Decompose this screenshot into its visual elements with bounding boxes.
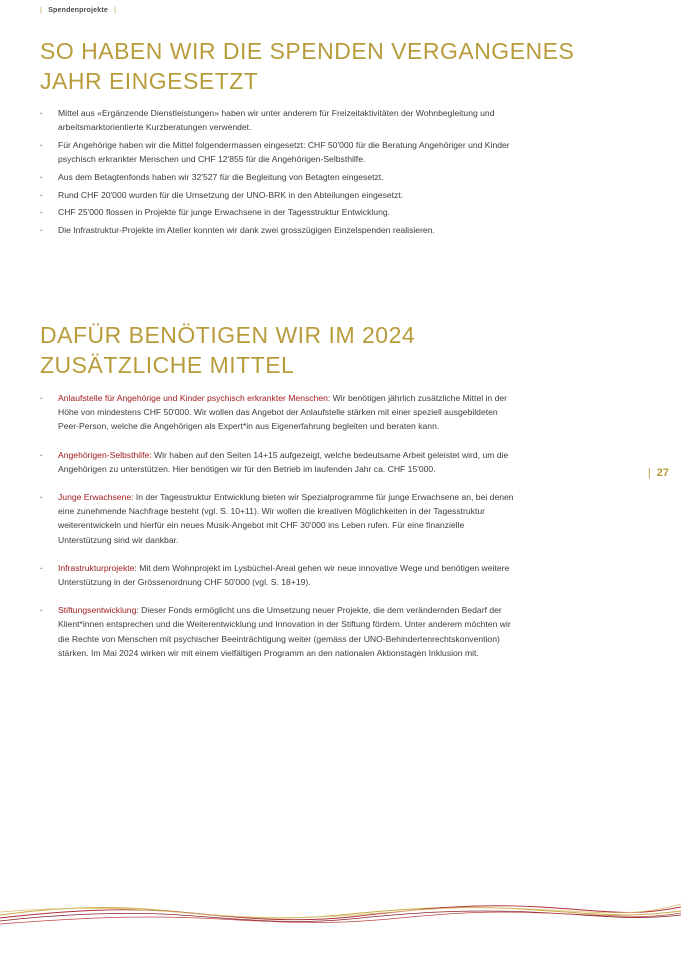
header-divider: |	[114, 7, 117, 14]
list-item: · Aus dem Betagtenfonds haben wir 32'527 für die Begleitung von Betagten eingesetzt.	[40, 170, 520, 184]
item-label: Angehörigen-Selbsthilfe:	[58, 449, 152, 460]
section2-title	[40, 320, 600, 380]
decorative-wave-lines	[0, 885, 681, 935]
page-number-value: 27	[656, 467, 669, 479]
item-text: : In der Tagesstruktur Entwicklung bieten wir Spezialprogramme für junge Erwachsene an, bei denen eine zunehmende Nachfrage besteht (vgl. S. 10+11). Wir wollen die kreativen Möglichkeiten in der Tagesstruktur weiterentwickeln und hierfür ein neues Musik-Angebot mit CHF 30'000 ins Leben rufen. Für eine finanzielle Unterstützung sind wir dankbar.	[58, 492, 514, 545]
wave-line	[0, 907, 681, 918]
list-item: · Für Angehörige haben wir die Mittel folgendermassen eingesetzt: CHF 50'000 für die Beratung Angehöriger und Kinder psychisch erkrankter Menschen und CHF 12'855 für die Angehörigen-Selbsthilfe.	[40, 138, 520, 166]
section1-title-line1: SO HABEN WIR DIE SPENDEN VERGANGENES	[40, 38, 575, 64]
item-label: Stiftungsentwicklung	[58, 605, 137, 616]
section1-title	[40, 36, 600, 96]
item-label: Infrastrukturprojekte	[58, 562, 135, 573]
section1-title-line2: JAHR EINGESETZT	[40, 68, 259, 94]
section2-title-line1: DAFÜR BENÖTIGEN WIR IM 2024	[40, 322, 416, 348]
list-item	[40, 561, 520, 589]
item-text: : Dieser Fonds ermöglicht uns die Umsetzung neuer Projekte, die dem verändernden Bedarf der Klient*innen entsprechen und die Weiterentwicklung und Innovation in der Stiftung fördern. Unter anderem möchten wir die Rechte von Menschen mit psychischer Beeinträchtigung weiter (gemäss der UNO-Behindertenrechtskonvention) stärken. Im Mai 2024 wirken wir mit einem vielfältigen Programm an den nationalen Aktionstagen Inklusion mit.	[58, 605, 511, 658]
list-item	[40, 448, 520, 476]
list-item	[40, 603, 520, 660]
list-item: · Die Infrastruktur-Projekte im Atelier konnten wir dank zwei grosszügigen Einzelspenden realisieren.	[40, 223, 520, 237]
section2-title-line2: ZUSÄTZLICHE MITTEL	[40, 352, 295, 378]
item-text: Wir haben auf den Seiten 14+15 aufgezeigt, welche bedeutsame Arbeit geleistet wird, um die Angehörigen zu unterstützen. Hier benötigen wir für den Betrieb im laufenden Jahr ca. CHF 15'000.	[58, 449, 509, 474]
list-item: · Mittel aus «Ergänzende Dienstleistungen» haben wir unter anderem für Freizeitaktivitäten der Wohnbegleitung und arbeitsmarktorientierte Kurzberatungen verwendet.	[40, 106, 520, 134]
list-item	[40, 490, 520, 547]
list-item	[40, 391, 520, 434]
item-label: Anlaufstelle für Angehörige und Kinder psychisch erkrankter Menschen:	[58, 393, 331, 403]
list-item: · CHF 25'000 flossen in Projekte für junge Erwachsene in der Tagesstruktur Entwicklung.	[40, 205, 520, 219]
item-text: : Mit dem Wohnprojekt im Lysbüchel-Areal gehen wir neue innovative Wege und benötigen weitere Unterstützung in der Grössenordnung CHF 50'000 (vgl. S. 18+19).	[58, 562, 510, 588]
item-label: Junge Erwachsene	[58, 492, 132, 503]
item-text: Wir benötigen jährlich zusätzliche Mittel in der Höhe von mindestens CHF 50'000. Wir wollen das Angebot der Anlaufstelle stärken mit einer speziell ausgebildeten Peer-Person, welche die Angehörigen als Expert*in aus Eigenerfahrung begleiten und beraten kann.	[58, 393, 508, 432]
header-section-label: Spendenprojekte	[48, 7, 108, 14]
header-divider: |	[40, 7, 43, 14]
running-header	[40, 7, 120, 14]
page-number	[648, 467, 669, 479]
section1-list	[40, 106, 520, 241]
section2-list	[40, 391, 520, 674]
list-item: · Rund CHF 20'000 wurden für die Umsetzung der UNO-BRK in den Abteilungen eingesetzt.	[40, 188, 520, 202]
page-number-divider: |	[647, 467, 651, 479]
